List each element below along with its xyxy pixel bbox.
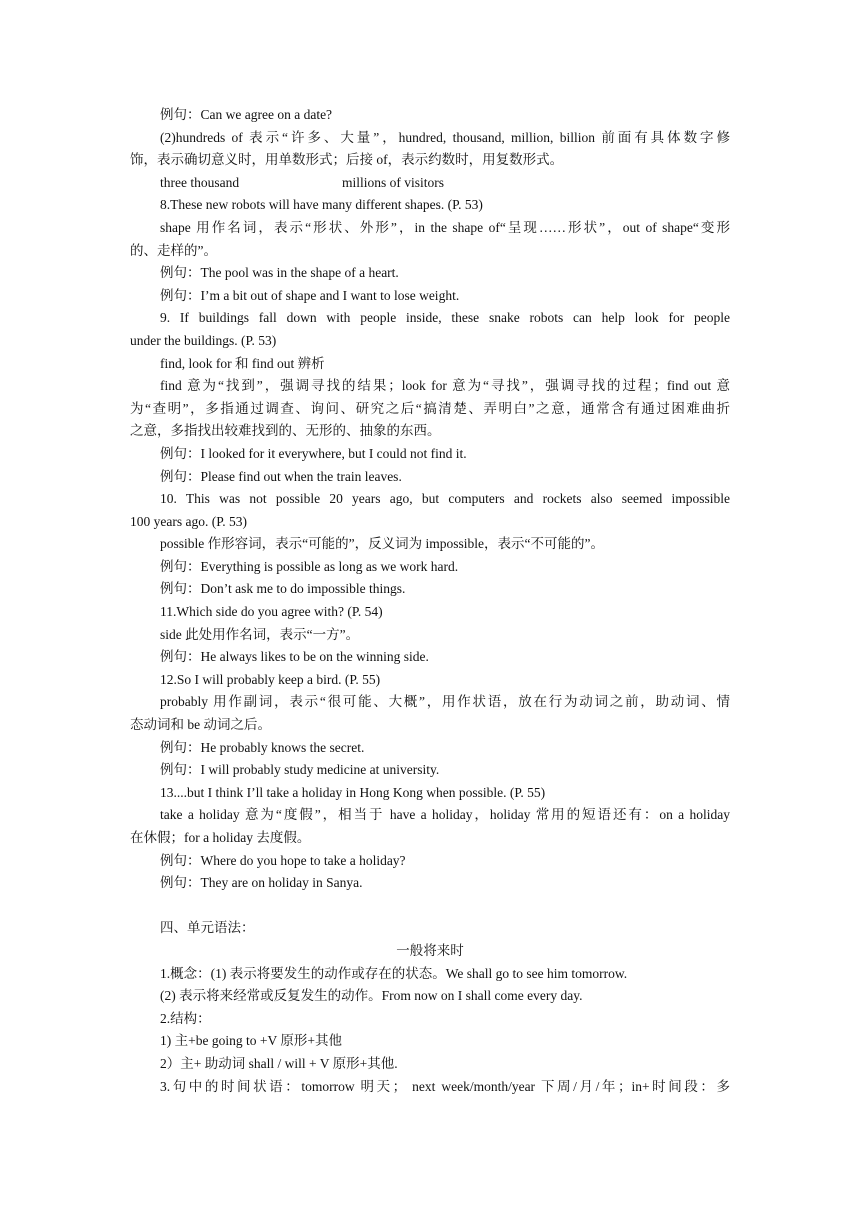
section-heading: 四、单元语法： xyxy=(160,920,255,936)
text-line: find 意为“找到”，强调寻找的结果；look for 意为“寻找”，强调寻找的过程；find out 意 xyxy=(160,378,730,394)
text-line: 例句：Don’t ask me to do impossible things. xyxy=(160,581,406,597)
text-line: 3.句中的时间状语：tomorrow 明天； next week/month/year 下周/月/年；in+时间段：多 xyxy=(160,1078,730,1094)
text-line: find, look for 和 find out 辨析 xyxy=(160,355,325,371)
text-line: probably 用作副词，表示“很可能、大概”，用作状语，放在行为动词之前，助动词、情 xyxy=(160,694,730,710)
text-line: take a holiday 意为“度假”，相当于 have a holiday，holiday 常用的短语还有：on a holiday xyxy=(160,807,730,823)
document-page xyxy=(130,104,730,1098)
text-line: 态动词和 be 动词之后。 xyxy=(130,717,271,733)
grammar-title: 一般将来时 xyxy=(396,942,464,958)
text-line: 例句：He probably knows the secret. xyxy=(160,739,365,755)
text-line: 11.Which side do you agree with? (P. 54) xyxy=(160,604,383,620)
text-line: shape 用作名词，表示“形状、外形”，in the shape of“呈现……形状”，out of shape“变形 xyxy=(160,219,730,235)
text-line: 为“查明”，多指通过调查、询问、研究之后“搞清楚、弄明白”之意，通常含有通过困难曲折 xyxy=(130,400,730,416)
phrase-example: three thousand xyxy=(160,174,240,190)
text-line: 10. This was not possible 20 years ago, but computers and rockets also seemed impossible xyxy=(160,491,730,507)
text-line: side 此处用作名词，表示“一方”。 xyxy=(160,626,360,642)
text-line: 之意，多指找出较难找到的、无形的、抽象的东西。 xyxy=(130,423,441,439)
text-line: 例句：Please find out when the train leaves. xyxy=(160,468,402,484)
text-line: (2) 表示将来经常或反复发生的动作。From now on I shall come every day. xyxy=(160,988,583,1004)
text-line: 1) 主+be going to +V 原形+其他 xyxy=(160,1033,342,1049)
text-line: 例句：I will probably study medicine at university. xyxy=(160,762,440,778)
text-line: 的、走样的”。 xyxy=(130,242,217,258)
text-line: 8.These new robots will have many different shapes. (P. 53) xyxy=(160,197,483,213)
text-line xyxy=(130,172,730,195)
text-line: 例句：Can we agree on a date? xyxy=(160,107,333,122)
text-line: 例句：The pool was in the shape of a heart. xyxy=(160,265,399,281)
text-line: 在休假；for a holiday 去度假。 xyxy=(130,830,311,845)
text-line: 2.结构： xyxy=(160,1010,211,1026)
phrase-example: millions of visitors xyxy=(342,174,445,190)
text-line: 例句：He always likes to be on the winning side. xyxy=(160,649,429,665)
text-line: 12.So I will probably keep a bird. (P. 55) xyxy=(160,671,381,687)
text-line: (2)hundreds of 表示“许多、大量”，hundred, thousand, million, billion 前面有具体数字修 xyxy=(160,129,730,145)
text-line: 2）主+ 助动词 shall / will + V 原形+其他. xyxy=(160,1055,398,1071)
text-line: 例句：I looked for it everywhere, but I could not find it. xyxy=(160,445,467,461)
text-line: 1.概念：(1) 表示将要发生的动作或存在的状态。We shall go to see him tomorrow. xyxy=(160,965,628,981)
text-line: 9. If buildings fall down with people inside, these snake robots can help look for people xyxy=(160,310,730,326)
text-line: 例句：Everything is possible as long as we work hard. xyxy=(160,558,459,574)
text-line: 例句：I’m a bit out of shape and I want to lose weight. xyxy=(160,287,460,303)
text-line: possible 作形容词，表示“可能的”，反义词为 impossible，表示“不可能的”。 xyxy=(160,536,604,552)
text-line: 100 years ago. (P. 53) xyxy=(130,513,247,529)
text-line: 例句：They are on holiday in Sanya. xyxy=(160,875,363,891)
text-line: 饰，表示确切意义时，用单数形式；后接 of，表示约数时，用复数形式。 xyxy=(130,152,564,168)
text-line: 例句：Where do you hope to take a holiday? xyxy=(160,852,406,868)
blank-line xyxy=(130,895,730,918)
text-line: 13....but I think I’ll take a holiday in Hong Kong when possible. (P. 55) xyxy=(160,784,546,800)
text-line: under the buildings. (P. 53) xyxy=(130,332,277,348)
